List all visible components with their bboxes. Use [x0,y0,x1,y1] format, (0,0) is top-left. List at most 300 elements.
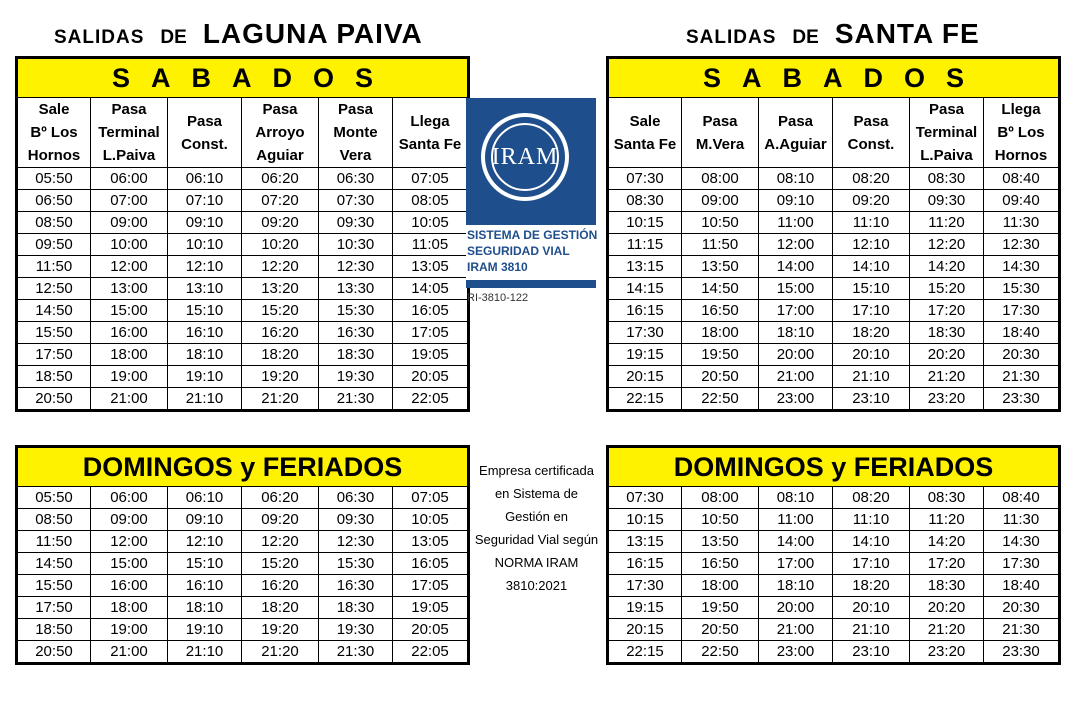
left-sabados-table [15,56,470,412]
time-cell: 12:10 [168,531,242,553]
time-cell: 21:20 [910,366,984,388]
time-cell: 19:15 [608,597,682,619]
time-cell: 15:00 [91,553,168,575]
time-cell: 10:00 [91,234,168,256]
time-cell: 08:00 [682,487,759,509]
time-cell: 18:00 [682,575,759,597]
time-cell: 17:00 [759,553,833,575]
time-cell: 15:20 [910,278,984,300]
time-cell: 09:50 [17,234,91,256]
time-cell: 08:20 [833,168,910,190]
left-domingos-banner: DOMINGOS y FERIADOS [17,447,469,487]
time-cell: 06:00 [91,168,168,190]
time-cell: 15:30 [319,553,393,575]
column-header-line: Pasa [111,101,147,118]
time-cell: 21:20 [242,388,319,411]
time-cell: 21:20 [910,619,984,641]
time-cell: 11:15 [608,234,682,256]
table-row [17,641,469,664]
column-header-line: Const. [847,135,895,153]
time-cell: 19:20 [242,366,319,388]
time-cell: 12:00 [91,531,168,553]
column-header-line: Bº Los [997,124,1045,141]
time-cell: 08:30 [608,190,682,212]
time-cell: 09:10 [168,509,242,531]
time-cell: 19:00 [91,366,168,388]
right-sabados-column-header [608,98,682,168]
table-row [608,344,1060,366]
left-heading-prefix: SALIDAS [54,27,145,48]
column-header-line: Pasa [928,101,965,118]
left-sabados-column-header [393,98,469,168]
time-cell: 17:00 [759,300,833,322]
time-cell: 19:10 [168,366,242,388]
table-row [17,256,469,278]
time-cell: 08:40 [984,168,1060,190]
time-cell: 20:05 [393,619,469,641]
right-sabados-column-header [910,98,984,168]
time-cell: 18:50 [17,366,91,388]
left-sabados-column-header [242,98,319,168]
column-header-line: Santa Fe [613,135,677,153]
time-cell: 08:05 [393,190,469,212]
time-cell: 16:50 [682,300,759,322]
time-cell: 14:10 [833,531,910,553]
time-cell: 11:05 [393,234,469,256]
column-header-line: Llega [1001,101,1041,118]
table-row [608,322,1060,344]
column-header-line: Pasa [186,112,223,130]
time-cell: 10:15 [608,509,682,531]
right-sabados-banner: SABADOS [608,58,1060,98]
time-cell: 07:30 [319,190,393,212]
table-row [17,531,469,553]
time-cell: 07:05 [393,487,469,509]
time-cell: 09:30 [319,212,393,234]
time-cell: 09:00 [91,509,168,531]
time-cell: 18:30 [910,575,984,597]
time-cell: 19:20 [242,619,319,641]
column-header-line: Terminal [915,124,978,141]
time-cell: 08:20 [833,487,910,509]
time-cell: 16:15 [608,553,682,575]
time-cell: 22:05 [393,641,469,664]
certification-text [467,459,606,597]
time-cell: 10:30 [319,234,393,256]
time-cell: 06:00 [91,487,168,509]
time-cell: 11:20 [910,212,984,234]
time-cell: 17:50 [17,344,91,366]
time-cell: 10:05 [393,212,469,234]
time-cell: 18:20 [242,344,319,366]
time-cell: 07:00 [91,190,168,212]
table-row [17,619,469,641]
right-heading-prefix: SALIDAS [686,27,777,48]
column-header-line: Vera [339,147,372,164]
time-cell: 20:50 [17,641,91,664]
time-cell: 11:10 [833,212,910,234]
time-cell: 20:00 [759,597,833,619]
time-cell: 12:10 [168,256,242,278]
left-sabados-column-header [168,98,242,168]
time-cell: 18:20 [833,322,910,344]
iram-logo-code: RI-3810-122 [467,292,529,304]
time-cell: 14:30 [984,256,1060,278]
table-row [608,366,1060,388]
time-cell: 21:10 [833,366,910,388]
table-row [17,278,469,300]
time-cell: 21:00 [759,366,833,388]
table-row [17,487,469,509]
time-cell: 14:20 [910,256,984,278]
time-cell: 21:20 [242,641,319,664]
time-cell: 05:50 [17,487,91,509]
left-heading [54,18,423,52]
table-row [608,597,1060,619]
time-cell: 23:00 [759,388,833,411]
time-cell: 08:30 [910,168,984,190]
time-cell: 09:20 [833,190,910,212]
time-cell: 11:30 [984,509,1060,531]
time-cell: 08:10 [759,168,833,190]
time-cell: 20:10 [833,597,910,619]
table-row [608,509,1060,531]
time-cell: 09:10 [168,212,242,234]
left-sabados-column-header [17,98,91,168]
time-cell: 12:30 [319,256,393,278]
column-header-line: A.Aguiar [764,135,827,153]
table-row [17,322,469,344]
table-row [608,234,1060,256]
time-cell: 23:10 [833,388,910,411]
column-header-line: Pasa [262,101,298,118]
table-row [608,212,1060,234]
time-cell: 06:20 [242,487,319,509]
table-row [17,597,469,619]
time-cell: 16:30 [319,322,393,344]
table-row [17,234,469,256]
column-header-line: Arroyo [255,124,305,141]
time-cell: 13:15 [608,256,682,278]
table-row [17,168,469,190]
time-cell: 21:30 [984,366,1060,388]
time-cell: 08:50 [17,212,91,234]
table-row [17,509,469,531]
time-cell: 12:20 [242,531,319,553]
time-cell: 11:50 [682,234,759,256]
time-cell: 12:30 [319,531,393,553]
time-cell: 15:10 [168,553,242,575]
time-cell: 18:40 [984,322,1060,344]
time-cell: 20:05 [393,366,469,388]
time-cell: 20:30 [984,597,1060,619]
column-header-line: Hornos [27,147,81,164]
iram-logo-icon [481,113,569,201]
right-sabados-column-header [833,98,910,168]
time-cell: 15:30 [319,300,393,322]
time-cell: 14:50 [17,553,91,575]
right-sabados-table [606,56,1061,412]
certification-line-3: Gestión en [505,509,568,524]
time-cell: 16:05 [393,300,469,322]
time-cell: 18:10 [759,322,833,344]
iram-logo-line-3: IRAM 3810 [467,260,528,274]
time-cell: 18:30 [910,322,984,344]
time-cell: 18:10 [759,575,833,597]
certification-line-5: NORMA IRAM [494,555,579,570]
table-row [608,256,1060,278]
time-cell: 19:05 [393,344,469,366]
time-cell: 19:10 [168,619,242,641]
time-cell: 09:00 [91,212,168,234]
time-cell: 13:10 [168,278,242,300]
time-cell: 23:10 [833,641,910,664]
left-sabados-banner: SABADOS [17,58,469,98]
right-domingos-banner: DOMINGOS y FERIADOS [608,447,1060,487]
time-cell: 09:00 [682,190,759,212]
time-cell: 08:40 [984,487,1060,509]
time-cell: 07:10 [168,190,242,212]
time-cell: 22:15 [608,388,682,411]
table-row [17,553,469,575]
column-header-line: Pasa [853,112,889,130]
time-cell: 10:15 [608,212,682,234]
time-cell: 18:40 [984,575,1060,597]
certification-line-1: Empresa certificada [479,463,594,478]
time-cell: 19:00 [91,619,168,641]
iram-logo-text [467,227,599,275]
time-cell: 20:15 [608,619,682,641]
time-cell: 12:10 [833,234,910,256]
time-cell: 16:20 [242,575,319,597]
time-cell: 15:10 [168,300,242,322]
table-row [608,168,1060,190]
time-cell: 20:10 [833,344,910,366]
time-cell: 18:20 [242,597,319,619]
time-cell: 13:15 [608,531,682,553]
time-cell: 20:15 [608,366,682,388]
time-cell: 11:50 [17,531,91,553]
time-cell: 20:50 [17,388,91,411]
column-header-line: Hornos [994,147,1048,164]
time-cell: 16:10 [168,322,242,344]
left-sabados-column-header [91,98,168,168]
time-cell: 13:50 [682,531,759,553]
left-domingos-table [15,445,470,665]
time-cell: 15:00 [759,278,833,300]
time-cell: 16:50 [682,553,759,575]
iram-logo-mark: IRAM [491,123,559,191]
time-cell: 16:00 [91,575,168,597]
table-row [17,212,469,234]
time-cell: 17:30 [608,322,682,344]
time-cell: 18:00 [91,597,168,619]
iram-logo-line-1: SISTEMA DE GESTIÓN [467,228,598,242]
right-heading [686,18,980,52]
time-cell: 13:05 [393,256,469,278]
time-cell: 16:00 [91,322,168,344]
right-domingos-table [606,445,1061,665]
time-cell: 23:20 [910,388,984,411]
time-cell: 12:20 [242,256,319,278]
time-cell: 07:30 [608,487,682,509]
table-row [17,344,469,366]
time-cell: 22:15 [608,641,682,664]
time-cell: 08:00 [682,168,759,190]
time-cell: 21:30 [319,388,393,411]
time-cell: 09:30 [319,509,393,531]
table-row [608,575,1060,597]
column-header-line: L.Paiva [102,147,156,164]
time-cell: 22:50 [682,388,759,411]
time-cell: 21:10 [168,641,242,664]
time-cell: 14:50 [682,278,759,300]
table-row [608,388,1060,411]
time-cell: 09:10 [759,190,833,212]
time-cell: 07:05 [393,168,469,190]
certification-line-4: Seguridad Vial según [474,532,599,547]
time-cell: 17:10 [833,300,910,322]
right-sabados-column-header [682,98,759,168]
time-cell: 08:30 [910,487,984,509]
column-header-line: Monte [333,124,378,141]
time-cell: 16:20 [242,322,319,344]
time-cell: 22:50 [682,641,759,664]
right-heading-de: DE [792,27,819,48]
time-cell: 07:30 [608,168,682,190]
time-cell: 20:30 [984,344,1060,366]
time-cell: 19:50 [682,344,759,366]
column-header-line: Santa Fe [398,135,462,153]
time-cell: 08:50 [17,509,91,531]
table-row [608,531,1060,553]
time-cell: 16:05 [393,553,469,575]
time-cell: 13:30 [319,278,393,300]
time-cell: 14:10 [833,256,910,278]
time-cell: 18:20 [833,575,910,597]
column-header-line: M.Vera [695,135,745,153]
left-heading-place: LAGUNA PAIVA [202,18,423,49]
time-cell: 19:15 [608,344,682,366]
time-cell: 11:50 [17,256,91,278]
time-cell: 05:50 [17,168,91,190]
certification-line-6: 3810:2021 [505,578,568,593]
time-cell: 12:00 [759,234,833,256]
time-cell: 13:20 [242,278,319,300]
time-cell: 12:00 [91,256,168,278]
time-cell: 19:05 [393,597,469,619]
time-cell: 09:20 [242,212,319,234]
time-cell: 14:00 [759,531,833,553]
column-header-line: Bº Los [30,124,78,141]
table-row [608,190,1060,212]
time-cell: 13:00 [91,278,168,300]
table-row [608,278,1060,300]
column-header-line: Const. [181,135,228,153]
time-cell: 06:10 [168,487,242,509]
right-sabados-column-header [984,98,1060,168]
time-cell: 16:15 [608,300,682,322]
time-cell: 20:20 [910,344,984,366]
table-row [17,190,469,212]
time-cell: 18:10 [168,597,242,619]
column-header-line: Terminal [98,124,160,141]
time-cell: 23:00 [759,641,833,664]
time-cell: 10:05 [393,509,469,531]
time-cell: 18:50 [17,619,91,641]
time-cell: 20:50 [682,619,759,641]
time-cell: 06:10 [168,168,242,190]
time-cell: 10:50 [682,509,759,531]
time-cell: 17:05 [393,322,469,344]
certification-line-2: en Sistema de [494,486,579,501]
left-heading-de: DE [160,27,187,48]
table-row [17,575,469,597]
column-header-line: Sale [38,101,70,118]
time-cell: 12:20 [910,234,984,256]
time-cell: 06:50 [17,190,91,212]
time-cell: 20:00 [759,344,833,366]
table-row [608,619,1060,641]
time-cell: 11:00 [759,212,833,234]
table-row [608,553,1060,575]
table-row [17,388,469,411]
table-row [17,366,469,388]
time-cell: 14:30 [984,531,1060,553]
time-cell: 09:20 [242,509,319,531]
time-cell: 15:10 [833,278,910,300]
time-cell: 21:00 [91,641,168,664]
time-cell: 06:20 [242,168,319,190]
time-cell: 21:00 [759,619,833,641]
time-cell: 22:05 [393,388,469,411]
time-cell: 10:50 [682,212,759,234]
time-cell: 23:20 [910,641,984,664]
time-cell: 17:20 [910,553,984,575]
time-cell: 12:50 [17,278,91,300]
time-cell: 11:10 [833,509,910,531]
iram-logo-line-2: SEGURIDAD VIAL [467,244,570,258]
column-header-line: Llega [410,112,450,130]
time-cell: 08:10 [759,487,833,509]
column-header-line: Pasa [337,101,374,118]
time-cell: 15:50 [17,322,91,344]
time-cell: 18:00 [682,322,759,344]
table-row [17,300,469,322]
time-cell: 17:50 [17,597,91,619]
time-cell: 16:30 [319,575,393,597]
time-cell: 07:20 [242,190,319,212]
right-heading-place: SANTA FE [834,18,980,49]
time-cell: 23:30 [984,388,1060,411]
table-row [608,300,1060,322]
time-cell: 14:05 [393,278,469,300]
time-cell: 23:30 [984,641,1060,664]
time-cell: 18:00 [91,344,168,366]
time-cell: 09:30 [910,190,984,212]
time-cell: 15:20 [242,300,319,322]
time-cell: 20:20 [910,597,984,619]
column-header-line: Sale [629,112,661,130]
time-cell: 19:50 [682,597,759,619]
time-cell: 21:10 [833,619,910,641]
time-cell: 11:00 [759,509,833,531]
time-cell: 17:20 [910,300,984,322]
time-cell: 18:30 [319,597,393,619]
time-cell: 10:10 [168,234,242,256]
time-cell: 18:30 [319,344,393,366]
time-cell: 06:30 [319,487,393,509]
